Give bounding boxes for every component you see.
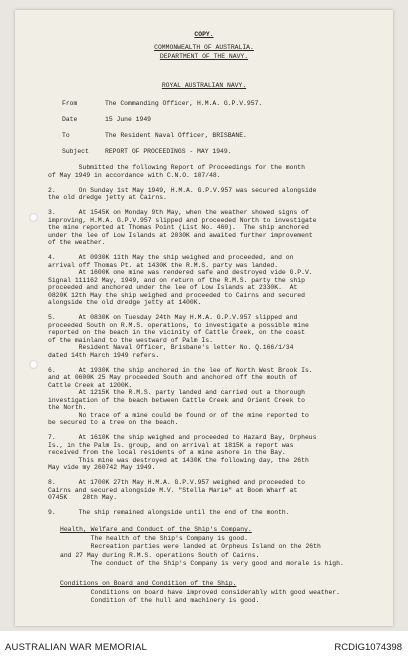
text-line: Cairns and secured alongside M.V. "Stella Marie" at Boom Wharf at	[48, 486, 298, 494]
text-line: The health of the Ship's Company is good.	[60, 535, 248, 542]
text-line: received from the local residents of a mine ashore in the Bay.	[48, 449, 286, 456]
text-line: the mine reported at Thomas Point (List No. 460). The ship anchored	[48, 224, 309, 231]
text-line: 4. At 0930K 11th May the ship weighed and proceeded, and on	[48, 254, 294, 261]
text-line: investigation of the beach between Cattle Creek and Orient Creek to	[48, 396, 305, 404]
text-line: proceeded South on R.M.S. operations, to investigate a possible mine	[48, 321, 309, 329]
text-line: 2. On Sunday 1st May 1949, H.M.A. G.P.V.957 was secured alongside	[48, 186, 317, 194]
text-line: Recreation parties were landed at Orpheus Island on the 26th	[60, 543, 321, 551]
text-line: and 27 May during R.M.S. operations South of Cairns.	[60, 551, 260, 559]
from-label: From	[62, 100, 78, 107]
copy-mark: COPY.	[194, 31, 214, 38]
archive-footer	[0, 631, 408, 666]
text-line: and at 0600K 25 May proceeded South and anchored off the mouth of	[48, 374, 298, 381]
text-line: Cattle Creek at 1200K.	[48, 381, 133, 389]
text-line: under the lee of Low Islands at 2030K and awaited further improvement	[48, 231, 313, 239]
text-line: This mine was destroyed at 1430K the following day, the 26th	[48, 456, 309, 464]
text-line: 6. At 1930K the ship anchored in the lee of North West Brook Is.	[48, 366, 313, 374]
text-line: of the mainland to the westward of Palm Is.	[48, 336, 213, 344]
text-line: No trace of a mine could be found or of the mine reported to	[48, 411, 309, 419]
date-value: 15 June 1949	[105, 116, 152, 123]
to-label: To	[62, 132, 70, 139]
org-line-1: COMMONWEALTH OF AUSTRALIA.	[154, 44, 254, 51]
text-line: of May 1949 in accordance with C.N.O. 107/48.	[48, 171, 221, 179]
date-label: Date	[62, 116, 78, 123]
text-line: reported on the beach in the vicinity of Cattle Creek, on the coast	[48, 329, 305, 336]
text-line: 8. At 1700K 27th May H.M.A. G.P.V.957 weighed and proceeded to	[48, 479, 305, 486]
text-line: alongside the old dredge jetty at 1400K.	[48, 299, 202, 306]
text-line: 0745K 28th May.	[48, 494, 118, 501]
to-value: The Resident Naval Officer, BRISBANE.	[105, 132, 247, 139]
text-line: 7. At 1610K the ship weighed and proceeded to Hazard Bay, Orpheus	[48, 434, 317, 441]
text-line: arrival off Thomas Pt. at 1430K the R.M.S. party was landed.	[48, 261, 279, 269]
org-line-2: DEPARTMENT OF THE NAVY.	[159, 53, 249, 60]
document-page	[15, 10, 393, 626]
text-line: 5. At 0830K on Tuesday 24th May H.M.A. G.P.V.957 slipped and	[48, 314, 298, 321]
text-line: improving, H.M.A. G.P.V.957 slipped and proceeded North to investigate	[48, 216, 317, 224]
text-line: Conditions on board have improved considerably with good weather.	[60, 589, 340, 596]
health-heading: Health, Welfare and Conduct of the Ship's Company.	[60, 526, 252, 533]
text-line: Signal 111162 May, 1949, and on return of the R.M.S. party the ship	[48, 276, 305, 284]
text-line: Resident Naval Officer, Brisbane's letter No. Q.166/1/34	[48, 344, 294, 351]
conditions-heading: Conditions on Board and Condition of the Ship.	[60, 580, 237, 587]
text-line: proceeded and anchored under the lee of Low Islands at 2330K. At	[48, 284, 298, 291]
text-line: May vide my 260742 May 1949.	[48, 464, 156, 471]
service-heading: ROYAL AUSTRALIAN NAVY.	[161, 82, 247, 89]
text-line: 0820K 12th May the ship weighed and proceeded to Cairns and secured	[48, 291, 305, 299]
from-value: The Commanding Officer, H.M.A. G.P.V.957.	[105, 100, 263, 107]
punch-hole	[29, 213, 38, 222]
punch-hole	[29, 360, 38, 369]
text-line: the old dredge jetty at Cairns.	[48, 194, 167, 201]
text-line: Submitted the following Report of Proceedings for the month	[48, 164, 305, 171]
text-line: be secured to a tree on the beach.	[48, 419, 179, 426]
text-line: dated 14th March 1949 refers.	[48, 351, 160, 359]
text-line: Condition of the hull and machinery is good.	[60, 597, 260, 605]
catalogue-id: RCDIG1074398	[334, 642, 402, 653]
subject-label: Subject	[62, 148, 89, 155]
text-line: 9. The ship remained alongside until the end of the month.	[48, 509, 290, 516]
institution-name: AUSTRALIAN WAR MEMORIAL	[5, 642, 148, 653]
subject-value: REPORT OF PROCEEDINGS - MAY 1949.	[105, 148, 232, 155]
text-line: of the weather.	[48, 239, 106, 246]
text-line: At 1600K one mine was rendered safe and destroyed vide G.P.V.	[48, 269, 313, 276]
text-line: Is., in the Palm Is. group, and on arrival at 1815K a report was	[48, 441, 294, 449]
text-line: 3. At 1545K on Monday 9th May, when the weather showed signs of	[48, 209, 309, 216]
text-line: The conduct of the Ship's Company is very good and morale is high.	[60, 560, 344, 568]
text-line: the North.	[48, 404, 87, 411]
text-line: At 1215K the R.M.S. party landed and carried out a thorough	[48, 389, 305, 396]
